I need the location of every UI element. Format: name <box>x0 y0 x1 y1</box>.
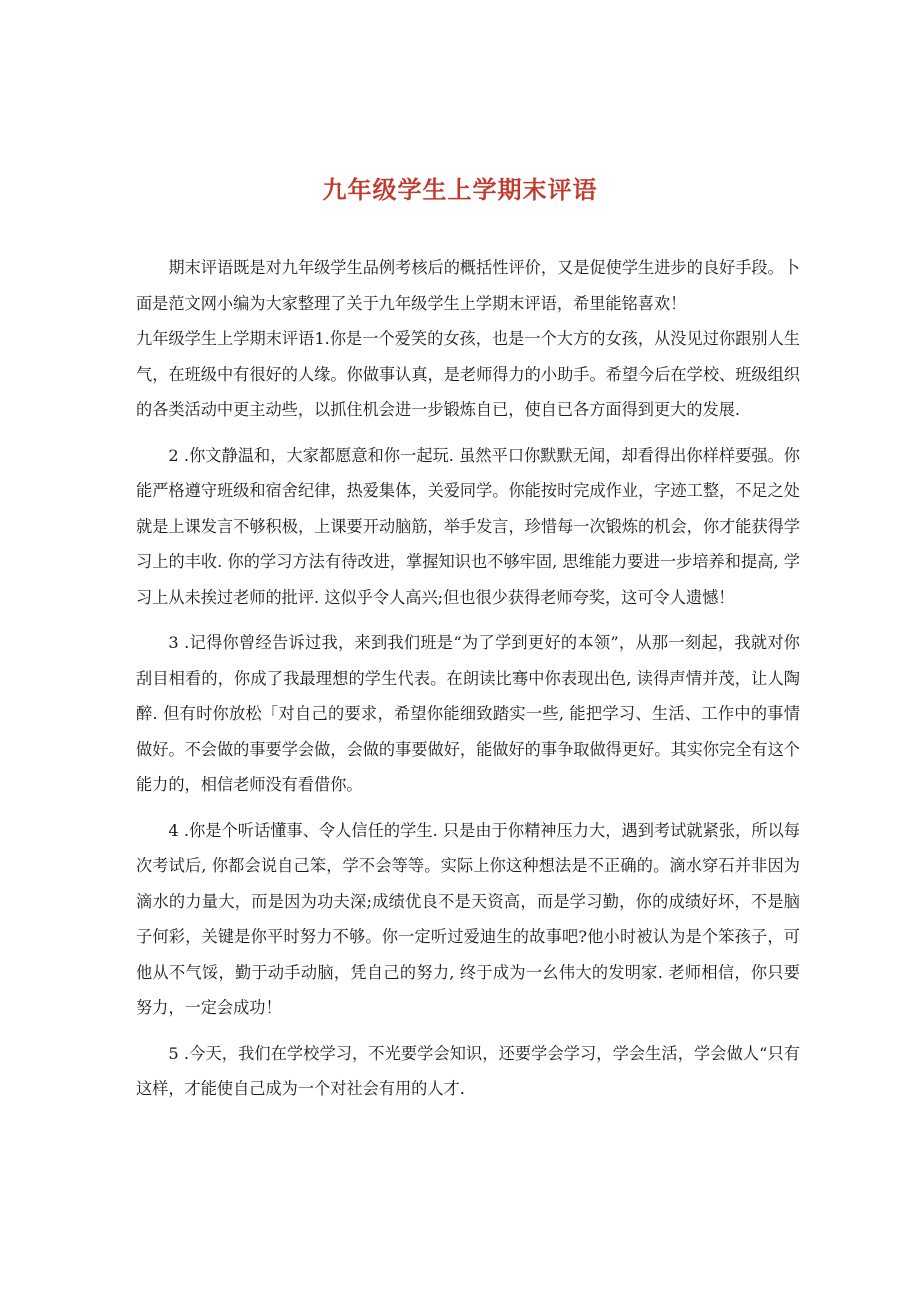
comment-paragraph-5: 5 .今天，我们在学校学习，不光要学会知识，还要学会学习，学会生活，学会做人“只有这样，才能使自己成为一个对社会有用的人才. <box>136 1043 800 1098</box>
intro-paragraph: 期末评语既是对九年级学生品例考核后的概括性评价，又是促使学生进步的良好手段。卜面是范文网小编为大家整理了关于九年级学生上学期末评语，希里能铭喜欢！ <box>136 258 800 313</box>
comment-paragraph-3: 3 .记得你曾经告诉过我，来到我们班是“为了学到更好的本领”，从那一刻起，我就对你刮目相看的，你成了我最理想的学生代表。在朗读比骞中你表现出色, 读得声情并茂，让人陶醉. 但有时你放松「对自己的要求，希望你能细致踏实一些, 能把学习、生活、工作中的事情做好。不会做的事要学会做，会做的事要做好，能做好的事争取做得更好。其实你完全有这个能力的，相信老师没有看借你。 <box>136 633 800 794</box>
comment-paragraph-4: 4 .你是个听话懂事、令人信任的学生. 只是由于你精神压力大，遇到考试就紧张，所以每次考试后, 你都会说自己笨，学不会等等。实际上你这种想法是不正确的。滴水穿石并非因为滴水的力量大，而是因为功夫深;成绩优良不是天资高，而是学习勤，你的成绩好坏，不是脑子何彩，关键是你平时努力不够。你一定听过爱迪生的故事吧?他小时被认为是个笨孩子，可他从不气馁，勤于动手动脑，凭自己的努力, 终于成为一幺伟大的发明家. 老师相信，你只要努力，一定会成功！ <box>136 820 800 1017</box>
document-body <box>136 250 800 1107</box>
document-title: 九年级学生上学期末评语 <box>322 176 598 204</box>
comment-paragraph-1: 九年级学生上学期末评语1.你是一个爱笑的女孩，也是一个大方的女孩，从没见过你跟别人生气，在班级中有很好的人缘。你做事认真，是老师得力的小助手。希望今后在学校、班级组织的各类活动中更主动些，以抓住机会进一步锻炼自已，使自已各方面得到更大的发展. <box>136 329 800 419</box>
comment-paragraph-2: 2 .你文静温和，大家都愿意和你一起玩. 虽然平口你默默无闻，却看得出你样样要强。你能严格遵守班级和宿舍纪律，热爱集体，关爱同学。你能按时完成作业，字迹工整，不足之处就是上课发言不够积极，上课要开动脑筋，举手发言，珍惜每一次锻炼的机会，你才能获得学习上的丰收. 你的学习方法有待改进，掌握知识也不够牢固, 思维能力要进一步培养和提高, 学习上从未挨过老师的批评. 这似乎令人高兴;但也很少获得老师夸奖，这可令人遗憾！ <box>136 445 800 607</box>
